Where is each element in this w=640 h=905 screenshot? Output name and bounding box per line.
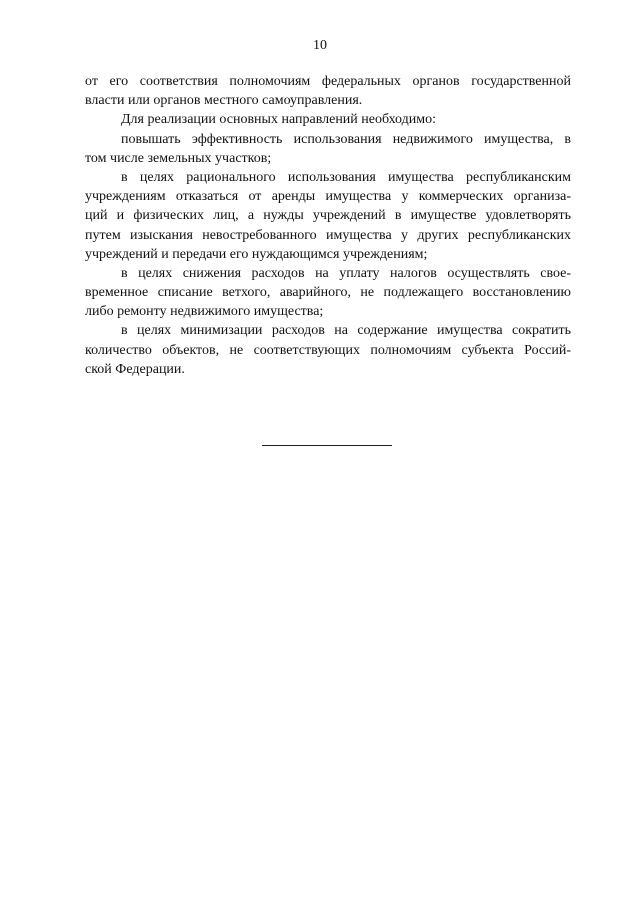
text-line: власти или органов местного самоуправления.	[85, 93, 363, 109]
text-line: в целях снижения расходов на уплату налогов осуществлять свое-	[121, 265, 571, 281]
text-line: в целях минимизации расходов на содержание имущества сократить	[121, 323, 571, 339]
text-line: временное списание ветхого, аварийного, не подлежащего восстановлению	[85, 285, 571, 301]
text-line: ций и физических лиц, а нужды учреждений в имуществе удовлетворять	[85, 208, 571, 224]
text-line: в целях рационального использования имущества республиканским	[121, 169, 571, 185]
page-number: 10	[313, 38, 327, 53]
text-line: от его соответствия полномочиям федеральных органов государственной	[85, 74, 571, 89]
text-line: количество объектов, не соответствующих полномочиям субъекта Россий-	[85, 342, 571, 358]
text-line: учреждений и передачи его нуждающимся учреждениям;	[85, 246, 428, 262]
text-line: том числе земельных участков;	[85, 150, 272, 166]
text-line: учреждениям отказаться от аренды имущества у коммерческих организа-	[85, 189, 571, 205]
text-line: повышать эффективность использования недвижимого имущества, в	[121, 131, 571, 147]
text-line: либо ремонту недвижимого имущества;	[85, 304, 324, 320]
document-body	[85, 72, 571, 379]
closing-divider	[262, 445, 392, 446]
text-line: Для реализации основных направлений необходимо:	[121, 112, 437, 128]
text-line: ской Федерации.	[85, 361, 185, 377]
text-line: путем изыскания невостребованного имущества у других республиканских	[85, 227, 571, 243]
